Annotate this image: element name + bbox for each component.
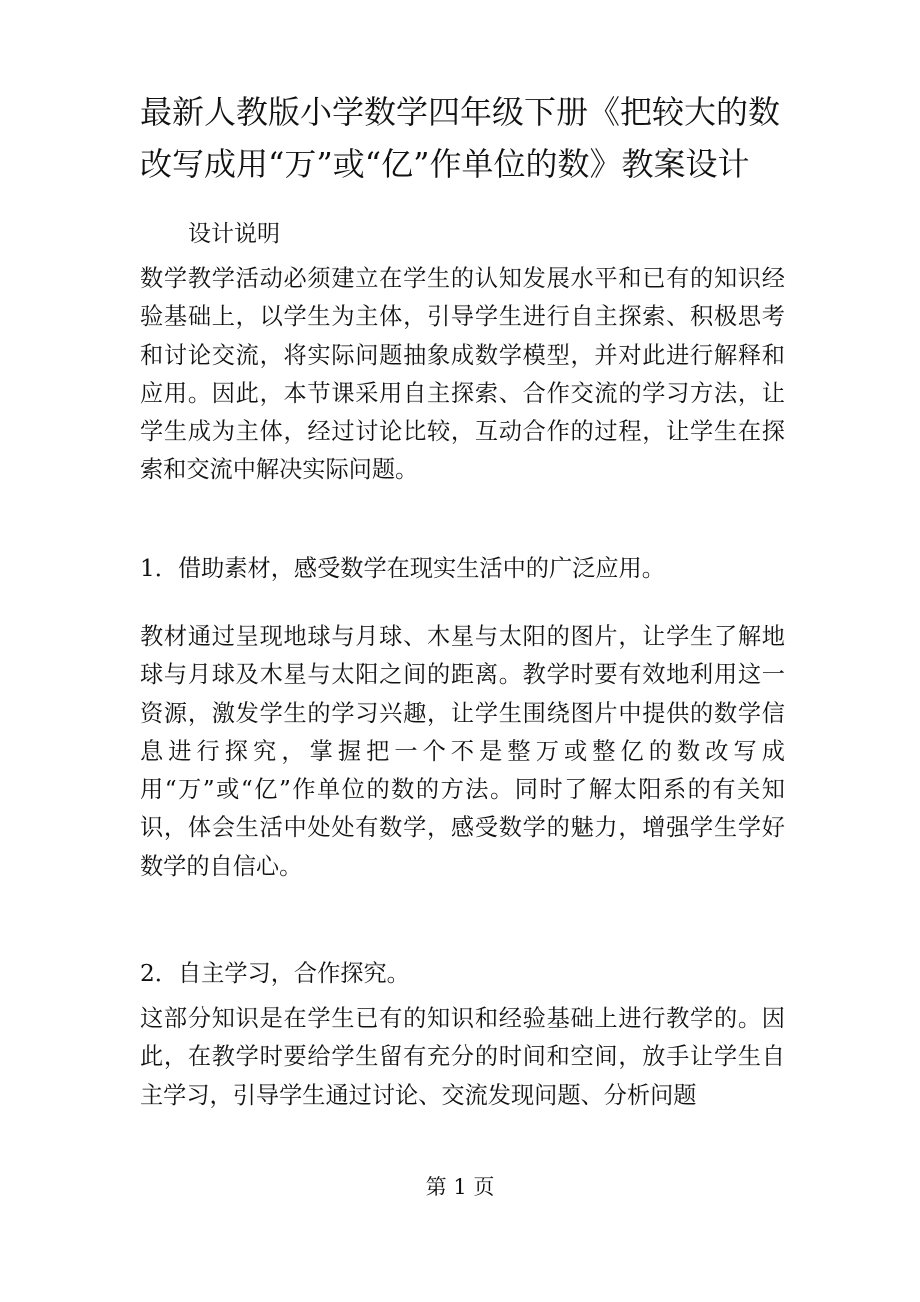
page-number: 第 1 页 xyxy=(425,1175,495,1199)
paragraph-materials: 教材通过呈现地球与月球、木星与太阳的图片，让学生了解地球与月球及木星与太阳之间的距离。教学时要有效地利用这一资源，激发学生的学习兴趣，让学生围绕图片中提供的数学信息进行探究，掌握把一个不是整万或整亿的数改写成用“万”或“亿”作单位的数的方法。同时了解太阳系的有关知识，体会生活中处处有数学，感受数学的魅力，增强学生学好数学的自信心。 xyxy=(140,623,785,880)
list-heading-2: 2．自主学习，合作探究。 xyxy=(140,960,410,987)
section-label: 设计说明 xyxy=(188,221,280,247)
document-title: 最新人教版小学数学四年级下册《把较大的数改写成用“万”或“亿”作单位的数》教案设计 xyxy=(140,93,781,183)
list-heading-1: 1．借助素材，感受数学在现实生活中的广泛应用。 xyxy=(140,555,665,582)
paragraph-intro: 数学教学活动必须建立在学生的认知发展水平和已有的知识经验基础上，以学生为主体，引导学生进行自主探索、积极思考和讨论交流，将实际问题抽象成数学模型，并对此进行解释和应用。因此，本节课采用自主探索、合作交流的学习方法，让学生成为主体，经过讨论比较，互动合作的过程，让学生在探索和交流中解决实际问题。 xyxy=(140,265,785,484)
paragraph-self-study: 这部分知识是在学生已有的知识和经验基础上进行教学的。因此，在教学时要给学生留有充分的时间和空间，放手让学生自主学习，引导学生通过讨论、交流发现问题、分析问题 xyxy=(140,1005,785,1109)
